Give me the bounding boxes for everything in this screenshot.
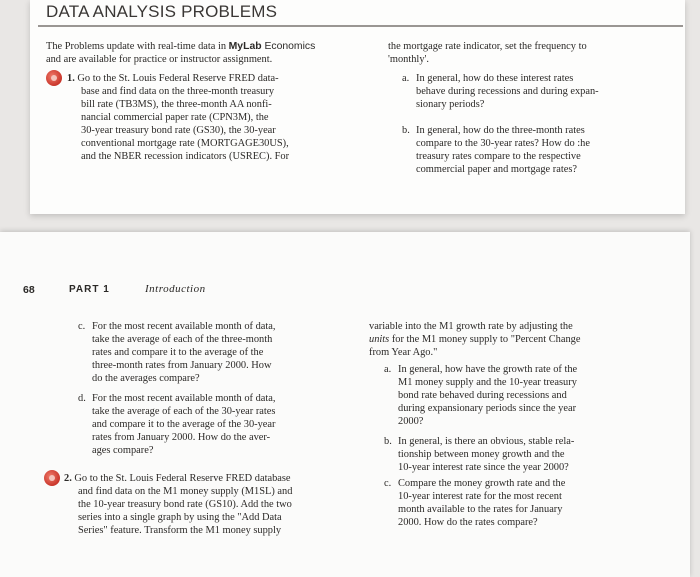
- heading-rule: [38, 25, 683, 27]
- problem-2: 2. Go to the St. Louis Federal Reserve FRED database and find data on the M1 money supply (M1SL) and the 10-year treasury bond rate (GS10). Add the two series into a single graph by using the "Add Data Series" feature. Transform the M1 money supply: [64, 473, 293, 536]
- intro-line-2: and are available for practice or instructor assignment.: [46, 54, 273, 65]
- problem-2-continuation: variable into the M1 growth rate by adjusting the units for the M1 money supply to "Percent Change from Year Ago.": [369, 321, 581, 358]
- problem-number: 1.: [67, 73, 75, 84]
- mylab-problem-icon: [46, 70, 62, 86]
- intro-paragraph: [46, 40, 346, 66]
- page-number: 68: [23, 284, 35, 296]
- problem-1-continuation: the mortgage rate indicator, set the frequency to 'monthly'.: [388, 41, 587, 65]
- section-heading: DATA ANALYSIS PROBLEMS: [46, 2, 278, 21]
- intro-line-1: The Problems update with real-time data in MyLab Economics: [46, 41, 316, 52]
- mylab-problem-icon: [44, 470, 60, 486]
- problem-number: 2.: [64, 473, 72, 484]
- upper-textbook-page: DATA ANALYSIS PROBLEMS The Problems update with real-time data in MyLab Economics and are available for practice or instructor assignment. 1. Go to the St. Louis Federal Reserve FRED data- base and find data on the three-month treasury bill rate (TB3MS), the three-month AA nonfi- nancial commercial paper rate (CPN3M), the 30-year treasury bond rate (GS30), the 30-year conventional mortgage rate (MORTGAGE30US), and the NBER recession indicators (USREC). For the mortgage rate indicator, set the frequency to 'monthly'. a. In general, how do these interest rates behave during recessions and during expan- sionary periods? b. In general, how do the three-month rates compare to the 30-year rates? How do :he treasury rates compare to the respective commercial paper and mortgage rates?: [30, 0, 685, 214]
- part-label: PART 1: [69, 284, 110, 295]
- mylab-brand: MyLab Economics: [228, 41, 316, 52]
- lower-textbook-page: 68 PART 1 Introduction c. For the most recent available month of data, take the average of each of the three-month rates and compare it to the average of the three-month rates from January 2000. How do the averages compare? d. For the most recent available month of data, take the average of each of the 30-year rates and compare it to the average of the 30-year rates from January 2000. How do the aver- ages compare? 2. Go to the St. Louis Federal Reserve FRED database and find data on the M1 money supply (M1SL) and the 10-year treasury bond rate (GS10). Add the two series into a single graph by using the "Add Data Series" feature. Transform the M1 money supply variable into the M1 growth rate by adjusting the units for the M1 money supply to "Percent Change from Year Ago." a. In general, how have the growth rate of the M1 money supply and the 10-year treasury bond rate behaved during recessions and during expansionary periods since the year 2000? b. In general, is there an obvious, stable rela- tionship between money growth and the 10-year interest rate since the year 2000? c. Compare the money growth rate and the 10-year interest rate for the most recent month available to the rates for January 2000. How do the rates compare?: [0, 232, 690, 577]
- problem-1: 1. Go to the St. Louis Federal Reserve FRED data- base and find data on the three-month treasury bill rate (TB3MS), the three-month AA nonfi- nancial commercial paper rate (CPN3M), the 30-year treasury bond rate (GS30), the 30-year conventional mortgage rate (MORTGAGE30US), and the NBER recession indicators (USREC). For: [67, 73, 290, 162]
- chapter-label: Introduction: [145, 283, 206, 295]
